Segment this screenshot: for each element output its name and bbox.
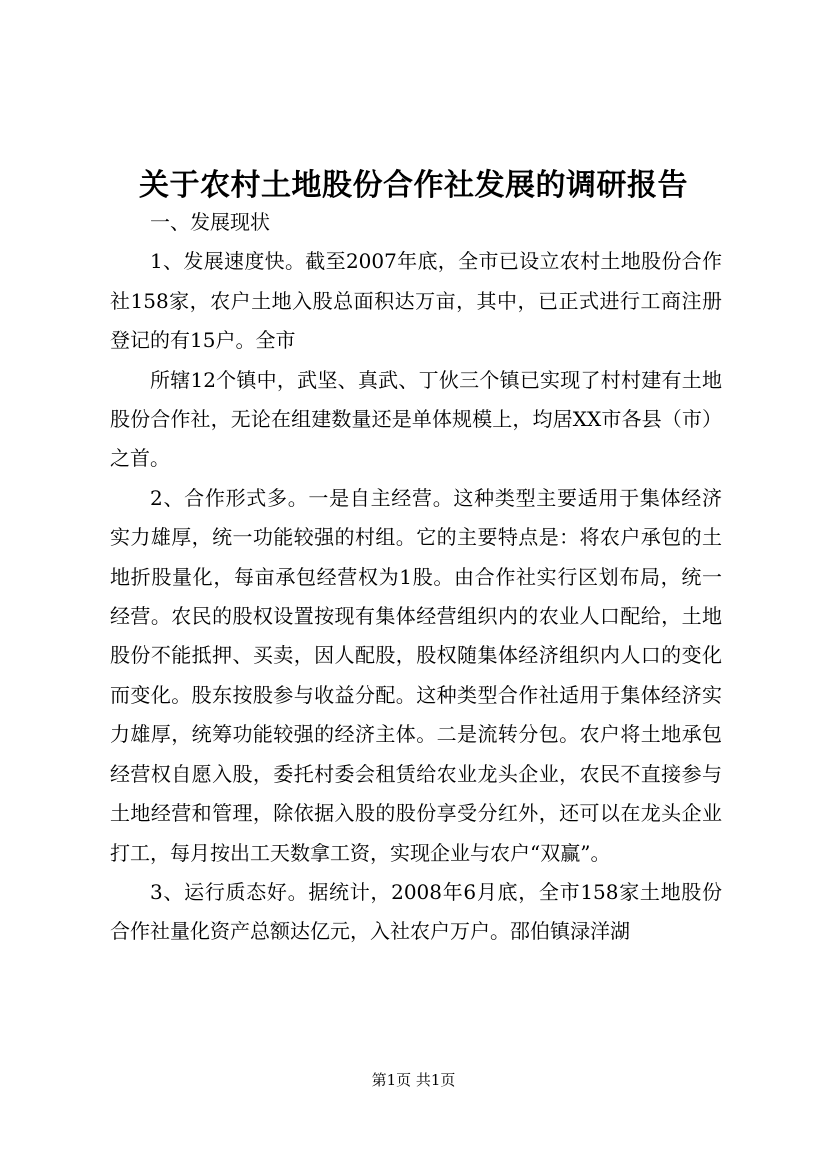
paragraph-1: 1、发展速度快。截至2007年底，全市已设立农村土地股份合作社158家，农户土地入股总面积达万亩，其中，已正式进行工商注册登记的有15户。全市 — [110, 249, 722, 353]
document-body — [110, 203, 722, 952]
paragraph-3: 2、合作形式多。一是自主经营。这种类型主要适用于集体经济实力雄厚，统一功能较强的村组。它的主要特点是：将农户承包的土地折股量化，每亩承包经营权为1股。由合作社实行区划布局，统一经营。农民的股权设置按现有集体经营组织内的农业人口配给，土地股份不能抵押、买卖，因人配股，股权随集体经济组织内人口的变化而变化。股东按股参与收益分配。这种类型合作社适用于集体经济实力雄厚，统筹功能较强的经济主体。二是流转分包。农户将土地承包经营权自愿入股，委托村委会租赁给农业龙头企业，农民不直接参与土地经营和管理，除依据入股的股份享受分红外，还可以在龙头企业打工，每月按出工天数拿工资，实现企业与农户“双赢”。 — [110, 485, 722, 865]
page-number-footer: 第1页 共1页 — [371, 1071, 456, 1089]
paragraph-4: 3、运行质态好。据统计，2008年6月底，全市158家土地股份合作社量化资产总额达亿元，入社农户万户。邵伯镇渌洋湖 — [110, 879, 722, 944]
section-heading: 一、发展现状 — [150, 210, 270, 234]
paragraph-2: 所辖12个镇中，武坚、真武、丁伙三个镇已实现了村村建有土地股份合作社，无论在组建数量还是单体规模上，均居XX市各县（市）之首。 — [110, 367, 722, 471]
document-title: 关于农村土地股份合作社发展的调研报告 — [139, 168, 688, 204]
